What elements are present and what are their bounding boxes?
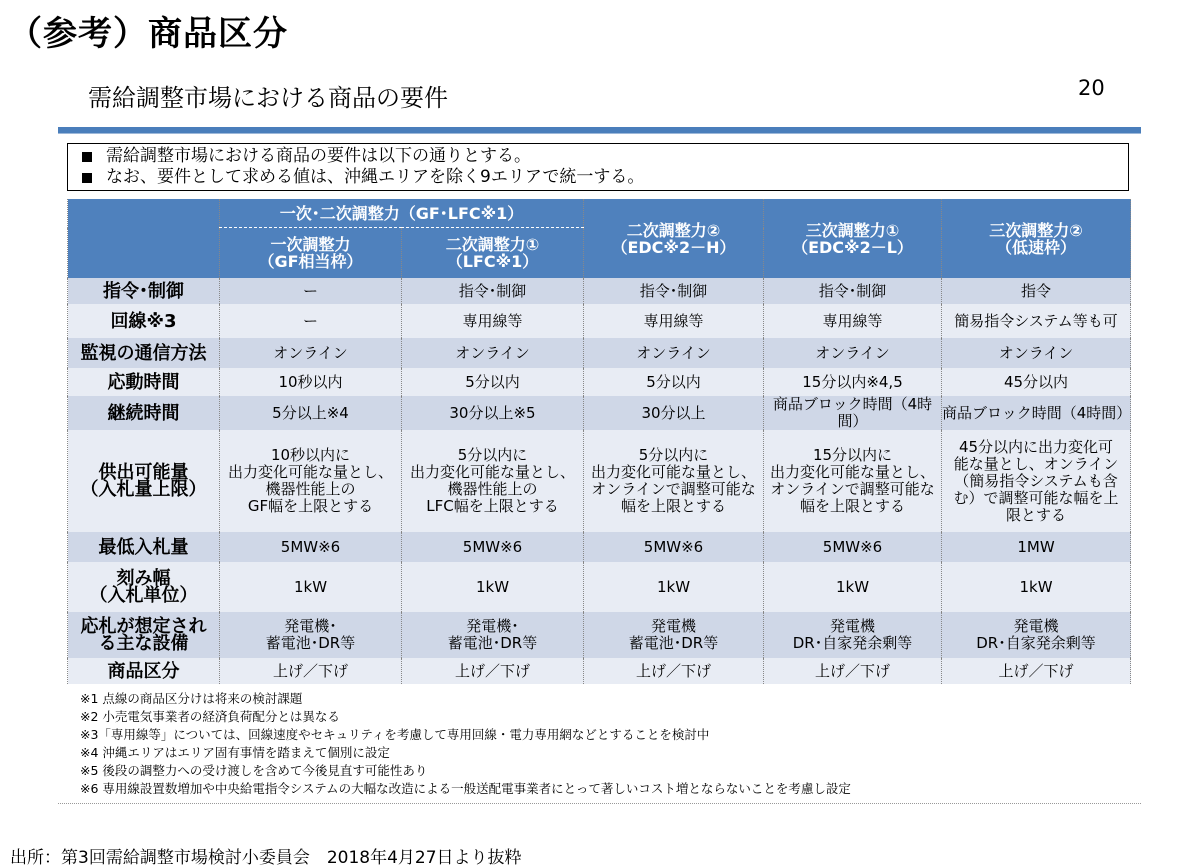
table-cell: 5MW※6 [220, 532, 402, 562]
table-cell: 指令･制御 [402, 278, 584, 304]
table-cell: 15分以内に 出力変化可能な量とし、 オンラインで調整可能な 幅を上限とする [764, 430, 942, 532]
table-cell: 上げ／下げ [220, 658, 402, 684]
table-cell: 1MW [942, 532, 1131, 562]
summary-text: 需給調整市場における商品の要件は以下の通りとする。 [106, 146, 531, 166]
table-row [68, 368, 1131, 396]
table-cell: 上げ／下げ [402, 658, 584, 684]
table-cell: 45分以内 [942, 368, 1131, 396]
table-cell: ー [220, 304, 402, 338]
summary-line [82, 146, 1128, 167]
page-title: （参考）商品区分 [8, 14, 288, 54]
table-cell: 発電機 DR･自家発余剰等 [942, 612, 1131, 658]
table-row [68, 532, 1131, 562]
table-cell: 5分以内に 出力変化可能な量とし、 機器性能上の LFC幅を上限とする [402, 430, 584, 532]
table-cell: 1kW [402, 562, 584, 612]
footnote: ※5 後段の調整力への受け渡しを含めて今後見直す可能性あり [80, 763, 428, 778]
table-cell: 指令 [942, 278, 1131, 304]
table-cell: オンライン [942, 338, 1131, 368]
footnote: ※3「専用線等」については、回線速度やセキュリティを考慮して専用回線・電力専用網などとすることを検討中 [80, 727, 710, 742]
summary-box [67, 143, 1129, 191]
table-row [68, 430, 1131, 532]
row-label: 指令･制御 [68, 278, 220, 304]
table-cell: 5分以上※4 [220, 396, 402, 430]
row-label: 供出可能量 （入札量上限） [68, 430, 220, 532]
table-cell: オンライン [584, 338, 764, 368]
header-rule [58, 127, 1141, 134]
table-body [68, 278, 1131, 684]
table-row [68, 396, 1131, 430]
table-cell: 指令･制御 [764, 278, 942, 304]
table-cell: 専用線等 [584, 304, 764, 338]
table-row [68, 658, 1131, 684]
table-row [68, 278, 1131, 304]
table-row [68, 562, 1131, 612]
source-citation: 出所：第3回需給調整市場検討小委員会 2018年4月27日より抜粋 [10, 848, 522, 868]
table-cell: 45分以内に出力変化可 能な量とし、オンライン （簡易指令システムも含 む）で調整可能な幅を上 限とする [942, 430, 1131, 532]
summary-line [82, 167, 1128, 188]
table-cell: 15分以内※4,5 [764, 368, 942, 396]
table-cell: 商品ブロック時間（4時間） [764, 396, 942, 430]
table-cell: 1kW [942, 562, 1131, 612]
table-cell: 上げ／下げ [584, 658, 764, 684]
table-cell: 指令･制御 [584, 278, 764, 304]
header-col-2: 二次調整力① （LFC※1） [402, 228, 584, 279]
header-group: 一次･二次調整力（GF･LFC※1） [220, 199, 584, 228]
table-cell: 1kW [220, 562, 402, 612]
table-cell: 5MW※6 [764, 532, 942, 562]
table-cell: 10秒以内に 出力変化可能な量とし、 機器性能上の GF幅を上限とする [220, 430, 402, 532]
square-bullet-icon [82, 173, 92, 183]
footnote: ※2 小売電気事業者の経済負荷配分とは異なる [80, 709, 340, 724]
square-bullet-icon [82, 152, 92, 162]
table-cell: オンライン [402, 338, 584, 368]
footnotes [80, 690, 851, 798]
page-number: 20 [1078, 76, 1105, 100]
table-row [68, 612, 1131, 658]
footnote: ※4 沖縄エリアはエリア固有事情を踏まえて個別に設定 [80, 745, 390, 760]
row-label: 監視の通信方法 [68, 338, 220, 368]
slide-subtitle: 需給調整市場における商品の要件 [88, 84, 448, 112]
table-cell: オンライン [220, 338, 402, 368]
row-label: 刻み幅 （入札単位） [68, 562, 220, 612]
table-cell: 上げ／下げ [764, 658, 942, 684]
header-col-5: 三次調整力② （低速枠） [942, 199, 1131, 278]
table-cell: 1kW [764, 562, 942, 612]
table-cell: 発電機 蓄電池･DR等 [584, 612, 764, 658]
table-cell: オンライン [764, 338, 942, 368]
table-cell: 1kW [584, 562, 764, 612]
summary-text: なお、要件として求める値は、沖縄エリアを除く9エリアで統一する。 [106, 167, 645, 187]
row-label: 応札が想定され る主な設備 [68, 612, 220, 658]
table-cell: 5MW※6 [584, 532, 764, 562]
table-row [68, 338, 1131, 368]
footnote: ※1 点線の商品区分けは将来の検討課題 [80, 691, 303, 706]
table-cell: 30分以上※5 [402, 396, 584, 430]
table-cell: 専用線等 [402, 304, 584, 338]
table-cell: 30分以上 [584, 396, 764, 430]
table-cell: 発電機 DR･自家発余剰等 [764, 612, 942, 658]
table-cell: 5分以内に 出力変化可能な量とし、 オンラインで調整可能な 幅を上限とする [584, 430, 764, 532]
header-corner [68, 199, 220, 278]
table-cell: 5MW※6 [402, 532, 584, 562]
table-cell: 5分以内 [402, 368, 584, 396]
footer-divider [58, 803, 1141, 804]
table-cell: 5分以内 [584, 368, 764, 396]
table-cell: 発電機･ 蓄電池･DR等 [402, 612, 584, 658]
row-label: 商品区分 [68, 658, 220, 684]
table-cell: 上げ／下げ [942, 658, 1131, 684]
table-row [68, 304, 1131, 338]
table-cell: 簡易指令システム等も可 [942, 304, 1131, 338]
header-col-3: 二次調整力② （EDC※2－H） [584, 199, 764, 278]
row-label: 最低入札量 [68, 532, 220, 562]
table-cell: 発電機･ 蓄電池･DR等 [220, 612, 402, 658]
footnote: ※6 専用線設置数増加や中央給電指令システムの大幅な改造による一般送配電事業者にとって著しいコスト増とならないことを考慮し設定 [80, 781, 851, 796]
header-col-1: 一次調整力 （GF相当枠） [220, 228, 402, 279]
table-cell: 10秒以内 [220, 368, 402, 396]
header-col-4: 三次調整力① （EDC※2－L） [764, 199, 942, 278]
requirements-table [67, 199, 1131, 684]
row-label: 応動時間 [68, 368, 220, 396]
row-label: 回線※3 [68, 304, 220, 338]
table-cell: 商品ブロック時間（4時間） [942, 396, 1131, 430]
table-cell: ー [220, 278, 402, 304]
row-label: 継続時間 [68, 396, 220, 430]
table-cell: 専用線等 [764, 304, 942, 338]
